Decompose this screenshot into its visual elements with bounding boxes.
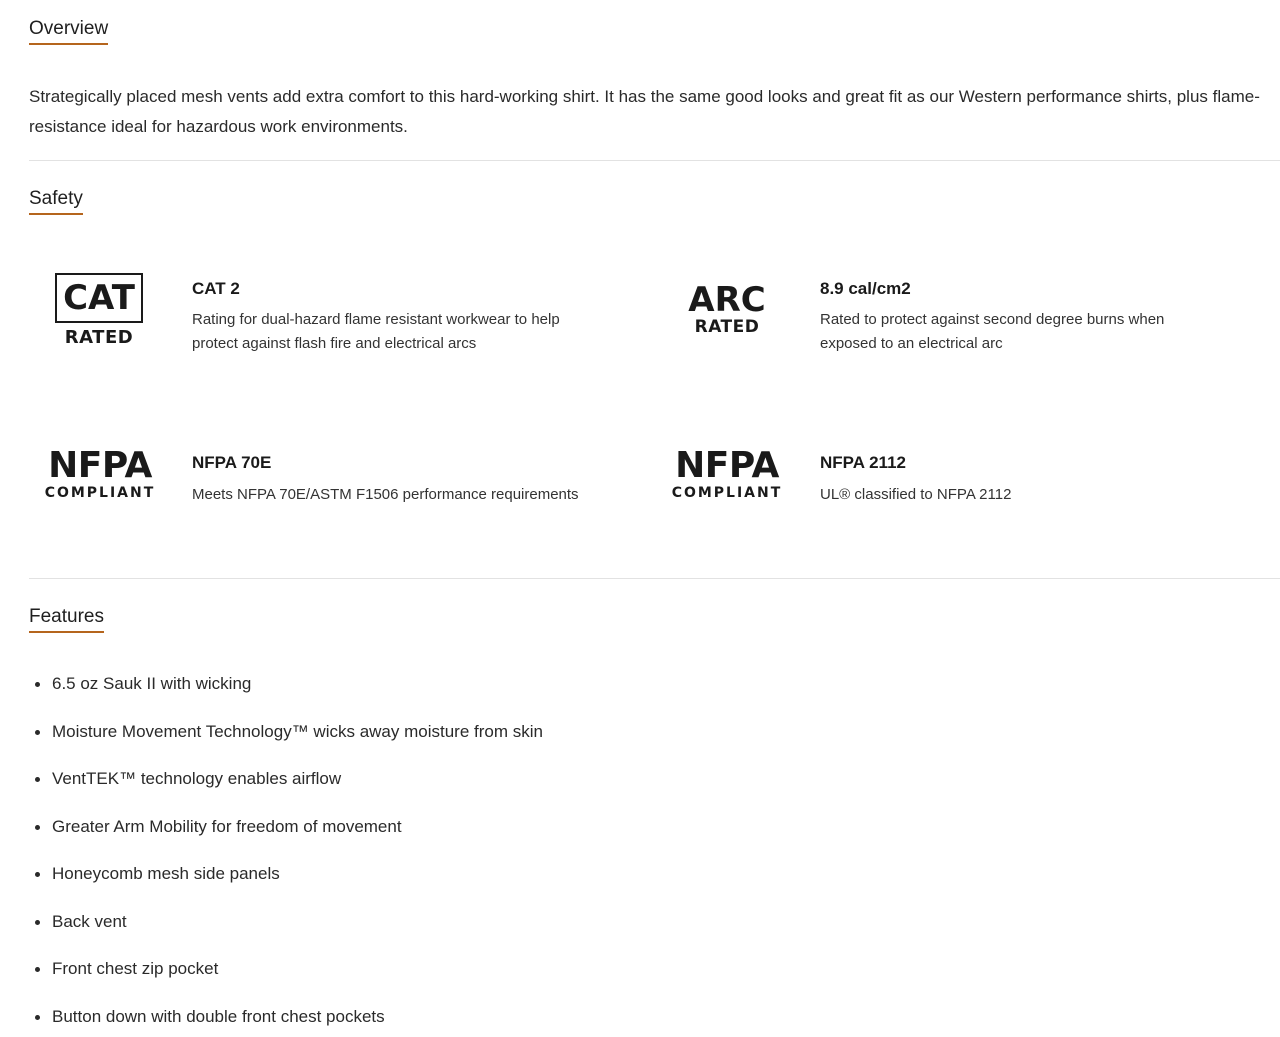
bullet-icon <box>35 872 40 877</box>
feature-item-text: VentTEK™ technology enables airflow <box>52 769 342 788</box>
features-list <box>29 668 543 1037</box>
bullet-icon <box>35 1015 40 1020</box>
safety-heading[interactable]: Safety <box>29 188 83 215</box>
bullet-icon <box>35 682 40 687</box>
bullet-icon <box>35 967 40 972</box>
nfpa-badge-bottom: COMPLIANT <box>44 484 156 501</box>
safety-item-title-arc: 8.9 cal/cm2 <box>820 279 911 298</box>
nfpa-badge-top: NFPA <box>675 444 779 486</box>
nfpa-compliant-badge <box>662 434 792 514</box>
nfpa-badge-bottom: COMPLIANT <box>671 484 783 501</box>
safety-item-title-cat: CAT 2 <box>192 279 240 298</box>
feature-item <box>29 953 543 1001</box>
feature-item <box>29 906 543 954</box>
divider <box>29 578 1280 579</box>
safety-item-desc-nfpa-2112: UL® classified to NFPA 2112 <box>820 486 1012 503</box>
feature-item <box>29 1001 543 1037</box>
bullet-icon <box>35 730 40 735</box>
cat-badge-top: CAT <box>55 273 143 323</box>
nfpa-badge-top: NFPA <box>48 444 152 486</box>
safety-item-desc-nfpa-70e: Meets NFPA 70E/ASTM F1506 performance requirements <box>192 486 579 503</box>
feature-item-text: Front chest zip pocket <box>52 959 219 978</box>
feature-item <box>29 668 543 716</box>
safety-item-desc-arc: Rated to protect against second degree burns when exposed to an electrical arc <box>820 311 1165 352</box>
arc-rated-badge <box>662 270 792 350</box>
feature-item-text: Moisture Movement Technology™ wicks away moisture from skin <box>52 721 543 741</box>
overview-text: Strategically placed mesh vents add extra comfort to this hard-working shirt. It has the same good looks and great fit as our Western performance shirts, plus flame-resistance ideal for hazardous work environments. <box>29 87 1260 136</box>
cat-badge-bottom: RATED <box>64 326 134 348</box>
arc-badge-top: ARC <box>688 280 766 320</box>
safety-item-title-nfpa-70e: NFPA 70E <box>192 453 272 472</box>
bullet-icon <box>35 920 40 925</box>
overview-heading[interactable]: Overview <box>29 18 108 45</box>
bullet-icon <box>35 825 40 830</box>
divider <box>29 160 1280 161</box>
feature-item <box>29 763 543 811</box>
feature-item-text: Back vent <box>52 911 127 931</box>
feature-item-text: Button down with double front chest pockets <box>52 1006 385 1026</box>
cat-rated-badge <box>34 270 164 350</box>
feature-item-text: 6.5 oz Sauk II with wicking <box>52 674 252 693</box>
feature-item <box>29 716 543 764</box>
arc-badge-bottom: RATED <box>694 317 760 337</box>
bullet-icon <box>35 777 40 782</box>
features-heading[interactable]: Features <box>29 606 104 633</box>
feature-item-text: Honeycomb mesh side panels <box>52 864 280 883</box>
feature-item <box>29 811 543 859</box>
safety-item-desc-cat: Rating for dual-hazard flame resistant workwear to help protect against flash fire and electrical arcs <box>192 311 560 352</box>
nfpa-compliant-badge <box>35 434 165 514</box>
feature-item-text: Greater Arm Mobility for freedom of movement <box>52 816 402 836</box>
feature-item <box>29 858 543 906</box>
safety-item-title-nfpa-2112: NFPA 2112 <box>820 453 906 472</box>
